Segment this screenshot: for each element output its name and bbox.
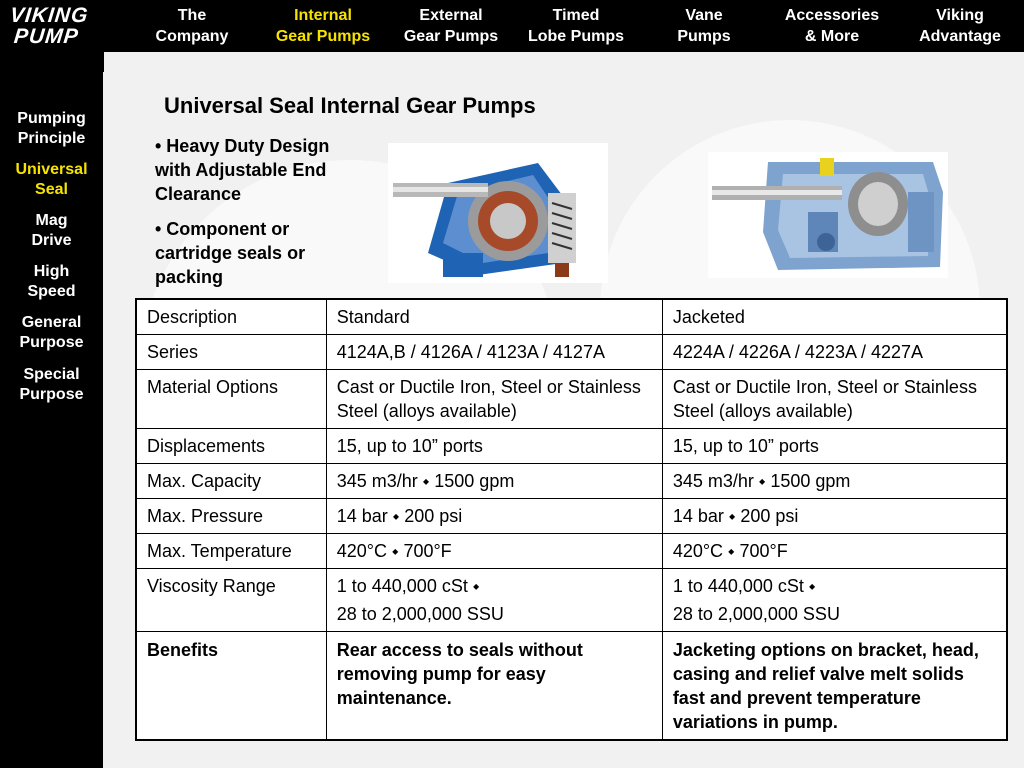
sidebar-item-universal-seal[interactable] (0, 160, 103, 200)
table-cell: 345 m3/hr ⬩ 1500 gpm (326, 464, 662, 499)
nav-line: & More (804, 28, 860, 45)
nav-line: Internal (294, 7, 352, 24)
table-row (136, 632, 1007, 741)
table-row (136, 569, 1007, 632)
table-cell: Material Options (136, 370, 326, 429)
table-cell: 15, up to 10” ports (662, 429, 1007, 464)
sidebar-item-special-purpose[interactable] (0, 365, 103, 405)
table-cell: 420°C ⬩ 700°F (326, 534, 662, 569)
sidebar-item-pumping-principle[interactable] (0, 109, 103, 149)
sidebar-item-label: Special (23, 366, 80, 383)
standard-pump-cutaway-image (388, 143, 608, 283)
sidebar-item-mag-drive[interactable] (0, 211, 103, 251)
nav-the-company[interactable] (150, 5, 234, 51)
nav-line: Lobe Pumps (527, 28, 624, 45)
sidebar-item-high-speed[interactable] (0, 262, 103, 302)
table-cell: Description (136, 299, 326, 335)
nav-line: The (177, 7, 207, 24)
feature-bullet: • Component or cartridge seals or packing (155, 219, 306, 287)
table-cell: Max. Pressure (136, 499, 326, 534)
table-cell: Max. Temperature (136, 534, 326, 569)
feature-bullet: • Heavy Duty Design with Adjustable End Clearance (155, 136, 330, 204)
nav-vane-pumps[interactable] (664, 5, 744, 51)
nav-line: Vane (685, 7, 723, 24)
sidebar-item-label: General (21, 314, 82, 331)
nav-line: Timed (552, 7, 600, 24)
table-row (136, 429, 1007, 464)
nav-viking-advantage[interactable] (910, 5, 1010, 51)
sidebar-item-label: Speed (27, 283, 76, 300)
table-cell: Viscosity Range (136, 569, 326, 632)
table-cell: Max. Capacity (136, 464, 326, 499)
table-cell (326, 569, 662, 632)
table-cell: 15, up to 10” ports (326, 429, 662, 464)
table-cell: 4224A / 4226A / 4223A / 4227A (662, 335, 1007, 370)
table-cell: 14 bar ⬩ 200 psi (662, 499, 1007, 534)
table-cell (662, 569, 1007, 632)
sidebar-item-label: Pumping (17, 110, 86, 127)
sidebar-item-general-purpose[interactable] (0, 313, 103, 353)
sidebar-item-label: Universal (15, 161, 88, 178)
table-cell: Jacketing options on bracket, head, casing and relief valve melt solids fast and prevent temperature variations in pump. (662, 632, 1007, 741)
page-title: Universal Seal Internal Gear Pumps (164, 93, 536, 118)
table-cell: Displacements (136, 429, 326, 464)
nav-timed-lobe-pumps[interactable] (520, 5, 632, 51)
cell-line: 28 to 2,000,000 SSU (336, 604, 504, 624)
cell-line: 1 to 440,000 cSt ⬩ (336, 576, 480, 596)
logo-text-viking: VIKING (8, 4, 90, 27)
table-cell: Benefits (136, 632, 326, 741)
table-row (136, 335, 1007, 370)
table-cell: Rear access to seals without removing pump for easy maintenance. (326, 632, 662, 741)
table-cell: Jacketed (662, 299, 1007, 335)
sidebar-item-label: Mag (35, 212, 68, 229)
nav-line: Gear Pumps (403, 28, 499, 45)
table-cell: 14 bar ⬩ 200 psi (326, 499, 662, 534)
nav-internal-gear-pumps[interactable] (268, 5, 378, 51)
specifications-table (135, 298, 1008, 741)
table-cell: 420°C ⬩ 700°F (662, 534, 1007, 569)
table-cell: Standard (326, 299, 662, 335)
table-row (136, 370, 1007, 429)
nav-line: External (419, 7, 483, 24)
table-cell: Cast or Ductile Iron, Steel or Stainless Steel (alloys available) (326, 370, 662, 429)
table-row (136, 464, 1007, 499)
table-cell: Series (136, 335, 326, 370)
table-row (136, 299, 1007, 335)
nav-line: Accessories (784, 7, 880, 24)
cell-line: 28 to 2,000,000 SSU (672, 604, 840, 624)
sidebar-item-label: Drive (31, 232, 72, 249)
nav-external-gear-pumps[interactable] (396, 5, 506, 51)
sidebar-item-label: Principle (17, 130, 86, 147)
nav-line: Viking (936, 7, 984, 24)
sidebar-item-label: Purpose (19, 386, 84, 403)
nav-line: Pumps (677, 28, 731, 45)
table-row (136, 499, 1007, 534)
nav-line: Company (155, 28, 229, 45)
sidebar-item-label: Purpose (19, 334, 84, 351)
sidebar-item-label: Seal (35, 181, 68, 198)
sidebar-item-label: High (33, 263, 70, 280)
cell-line: 1 to 440,000 cSt ⬩ (672, 576, 816, 596)
table-cell: Cast or Ductile Iron, Steel or Stainless Steel (alloys available) (662, 370, 1007, 429)
table-cell: 4124A,B / 4126A / 4123A / 4127A (326, 335, 662, 370)
logo-text-pump: PUMP (12, 25, 80, 48)
table-cell: 345 m3/hr ⬩ 1500 gpm (662, 464, 1007, 499)
table-row (136, 534, 1007, 569)
jacketed-pump-cutaway-image (708, 152, 948, 278)
nav-line: Gear Pumps (275, 28, 371, 45)
nav-line: Advantage (919, 28, 1001, 45)
nav-accessories-more[interactable] (778, 5, 886, 51)
